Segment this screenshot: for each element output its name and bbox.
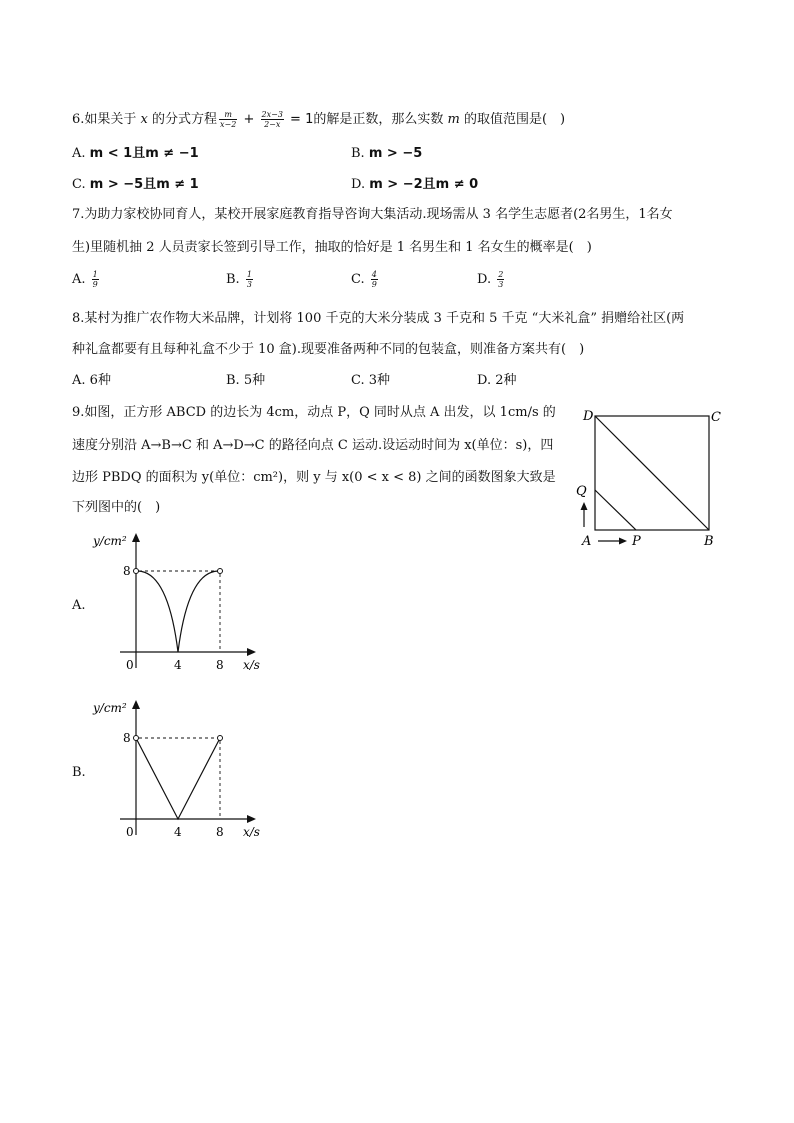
label-d: D: [583, 409, 594, 424]
open-point-right: [218, 569, 223, 574]
q8-option-a[interactable]: A. 6种: [72, 373, 111, 388]
v-shape-line: [137, 740, 219, 819]
y-axis-arrow-icon: [132, 700, 140, 709]
q6-option-c[interactable]: C. m > −5且m ≠ 1: [72, 177, 199, 192]
x-axis-label: x/s: [243, 825, 260, 839]
q7-option-a[interactable]: A. $\frac{1}{9}$: [72, 270, 98, 289]
open-point-right: [218, 736, 223, 741]
question-9-line-3: 边形 PBDQ 的面积为 y(单位：cm²)，则 y 与 x(0 < x < 8) 之间的函数图象大致是: [72, 470, 556, 485]
question-9-line-1: 9.如图，正方形 ABCD 的边长为 4cm，动点 P，Q 同时从点 A 出发，以 1cm/s 的: [72, 405, 556, 420]
diagonal-bd: [595, 416, 709, 530]
question-8-line-1: 8.某村为推广农作物大米品牌，计划将 100 千克的大米分装成 3 千克和 5 千克 “大米礼盒” 捐赠给社区(两: [72, 311, 685, 326]
x-axis-label: x/s: [243, 658, 260, 672]
question-9-line-4: 下列图中的( ): [72, 500, 161, 515]
label-c: C: [711, 410, 721, 425]
label-b: B: [704, 534, 714, 549]
question-9-line-2: 速度分别沿 A→B→C 和 A→D→C 的路径向点 C 运动.设运动时间为 x(单位：s)，四: [72, 438, 554, 453]
segment-pq: [595, 490, 636, 530]
q6-fraction-1: $\frac{m}{x-2}$: [220, 110, 237, 129]
y-tick-8: 8: [123, 564, 131, 578]
arrow-up-icon: [581, 502, 588, 510]
x-tick-8: 8: [216, 825, 224, 839]
q6-option-b[interactable]: B. m > −5: [351, 146, 423, 161]
question-7-line-2: 生)里随机抽 2 人员责家长签到引导工作，抽取的恰好是 1 名男生和 1 名女生的概率是( ): [72, 240, 592, 255]
q6-text: 的解是正数，那么实数: [313, 112, 448, 127]
curve-right: [178, 571, 218, 652]
q7-option-b[interactable]: B. $\frac{1}{3}$: [226, 270, 252, 289]
curve-left: [138, 571, 178, 652]
x-tick-4: 4: [174, 658, 182, 672]
q8-option-b[interactable]: B. 5种: [226, 373, 266, 388]
q6-text: 的取值范围是( ): [459, 112, 566, 127]
square-figure: [574, 402, 734, 552]
q8-option-d[interactable]: D. 2种: [477, 373, 517, 388]
q6-option-d[interactable]: D. m > −2且m ≠ 0: [351, 177, 479, 192]
question-7-line-1: 7.为助力家校协同育人，某校开展家庭教育指导咨询大集活动.现场需从 3 名学生志愿者(2名男生，1名女: [72, 207, 673, 222]
y-axis-label: y/cm²: [93, 701, 127, 715]
q8-option-c[interactable]: C. 3种: [351, 373, 391, 388]
origin-label: 0: [126, 825, 134, 839]
open-point-left: [134, 736, 139, 741]
label-p: P: [632, 534, 641, 549]
x-axis-arrow-icon: [247, 648, 256, 656]
question-6-stem: 6.如果关于 x 的分式方程 $\frac{m}{x-2}$ + $\frac{2x-3}{2-x}$ = 1的解是正数，那么实数 m 的取值范围是( ): [72, 110, 566, 129]
question-8-line-2: 种礼盒都要有且每种礼盒不少于 10 盒).现要准备两种不同的包装盒，则准备方案共有( ): [72, 342, 585, 357]
q9-option-a-label[interactable]: A.: [72, 598, 86, 613]
q6-text: 6.如果关于: [72, 112, 141, 127]
q9-graph-b[interactable]: [90, 695, 280, 845]
q6-text: 的分式方程: [147, 112, 218, 127]
q7-option-c[interactable]: C. $\frac{4}{9}$: [351, 270, 377, 289]
x-axis-arrow-icon: [247, 815, 256, 823]
q9-option-b-label[interactable]: B.: [72, 765, 86, 780]
origin-label: 0: [126, 658, 134, 672]
label-q: Q: [576, 484, 587, 499]
q6-fraction-2: $\frac{2x-3}{2-x}$: [261, 110, 283, 129]
y-tick-8: 8: [123, 731, 131, 745]
q6-option-a[interactable]: A. m < 1且m ≠ −1: [72, 146, 199, 161]
x-tick-4: 4: [174, 825, 182, 839]
label-a: A: [582, 534, 592, 549]
q7-option-d[interactable]: D. $\frac{2}{3}$: [477, 270, 504, 289]
q6-var-x: x: [140, 112, 148, 127]
y-axis-arrow-icon: [132, 533, 140, 542]
y-axis-label: y/cm²: [93, 534, 127, 548]
arrow-right-icon: [619, 538, 627, 545]
q9-graph-a[interactable]: [90, 528, 280, 678]
open-point-left: [134, 569, 139, 574]
x-tick-8: 8: [216, 658, 224, 672]
